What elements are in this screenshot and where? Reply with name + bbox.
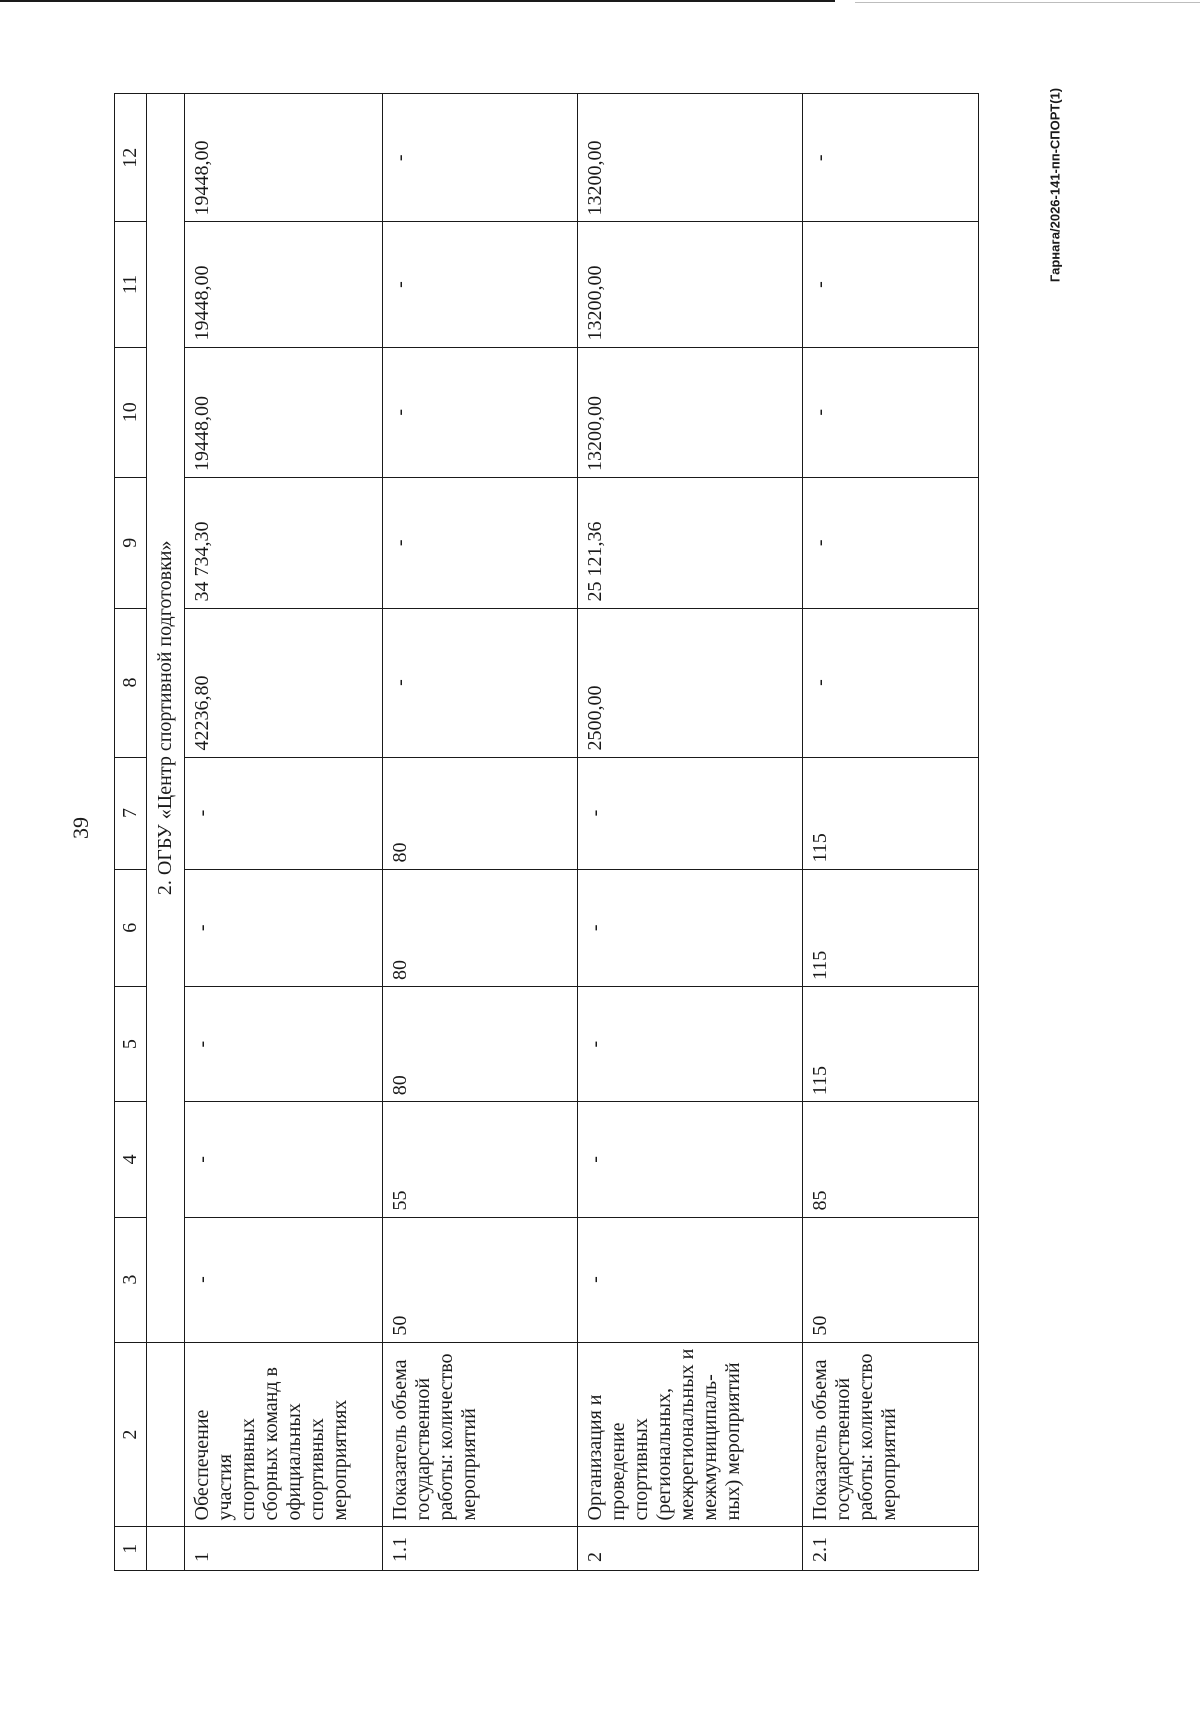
table-cell: - [383, 347, 578, 478]
table-row [803, 94, 979, 1571]
table-cell: - [803, 222, 979, 347]
column-number: 9 [115, 478, 147, 609]
table-cell: 13200,00 [578, 347, 803, 478]
table-cell: - [185, 869, 383, 986]
table-cell: 25 121,36 [578, 478, 803, 609]
table-cell: 80 [383, 869, 578, 986]
column-number-row [115, 94, 147, 1571]
table-cell: 55 [383, 1102, 578, 1217]
table-cell: 80 [383, 757, 578, 869]
column-number: 6 [115, 869, 147, 986]
table-cell: 50 [383, 1217, 578, 1342]
section-spacer-cell [147, 1342, 185, 1527]
table-cell: 50 [803, 1217, 979, 1342]
section-heading-row [147, 94, 185, 1571]
column-number: 10 [115, 347, 147, 478]
column-number: 7 [115, 757, 147, 869]
table-cell: - [185, 757, 383, 869]
row-number: 2.1 [803, 1527, 979, 1571]
row-number: 1.1 [383, 1527, 578, 1571]
table-cell: 85 [803, 1102, 979, 1217]
scan-edge-line [0, 0, 835, 2]
table-cell: - [578, 1217, 803, 1342]
column-number: 1 [115, 1527, 147, 1571]
table-cell: 115 [803, 757, 979, 869]
row-description: Обеспечение участия спортивных сборных команд в официальных спортивных мероприятиях [185, 1342, 383, 1527]
table-cell: 115 [803, 869, 979, 986]
column-number: 8 [115, 608, 147, 757]
row-description: Показатель объема государственной работы: количество мероприятий [803, 1342, 979, 1527]
table-cell: - [803, 347, 979, 478]
table-cell: 19448,00 [185, 347, 383, 478]
table-row [185, 94, 383, 1571]
column-number: 2 [115, 1342, 147, 1527]
table-cell: - [803, 94, 979, 222]
table-cell: 19448,00 [185, 94, 383, 222]
table-cell: - [578, 1102, 803, 1217]
table-cell: 13200,00 [578, 222, 803, 347]
table-cell: - [383, 94, 578, 222]
document-code: Гарнага/2026-141-пп-СПОРТ(1) [1047, 87, 1063, 283]
column-number: 11 [115, 222, 147, 347]
table-cell: 80 [383, 986, 578, 1101]
row-description: Показатель объема государственной работы: количество мероприятий [383, 1342, 578, 1527]
table-cell: 19448,00 [185, 222, 383, 347]
table-cell: - [383, 478, 578, 609]
column-number: 4 [115, 1102, 147, 1217]
table-cell: - [578, 757, 803, 869]
column-number: 12 [115, 94, 147, 222]
table-cell: - [803, 608, 979, 757]
column-number: 5 [115, 986, 147, 1101]
table-cell: - [578, 986, 803, 1101]
row-number: 2 [578, 1527, 803, 1571]
table-cell: 115 [803, 986, 979, 1101]
scan-edge-line-faint [855, 2, 1200, 3]
table-cell: 13200,00 [578, 94, 803, 222]
table-cell: - [185, 1102, 383, 1217]
row-description: Организация и проведение спортивных (региональных, межрегиональных и межмуниципаль-ных) мероприятий [578, 1342, 803, 1527]
row-number: 1 [185, 1527, 383, 1571]
table-cell: - [383, 222, 578, 347]
section-title: 2. ОГБУ «Центр спортивной подготовки» [147, 94, 185, 1343]
column-number: 3 [115, 1217, 147, 1342]
data-table-container [114, 93, 976, 1571]
table-row [383, 94, 578, 1571]
data-table [114, 93, 979, 1571]
table-row [578, 94, 803, 1571]
table-cell: - [578, 869, 803, 986]
table-cell: 34 734,30 [185, 478, 383, 609]
section-spacer-cell [147, 1527, 185, 1571]
table-cell: - [185, 986, 383, 1101]
table-cell: 2500,00 [578, 608, 803, 757]
table-cell: 42236,80 [185, 608, 383, 757]
table-cell: - [383, 608, 578, 757]
page-number: 39 [68, 817, 93, 839]
table-cell: - [803, 478, 979, 609]
table-cell: - [185, 1217, 383, 1342]
